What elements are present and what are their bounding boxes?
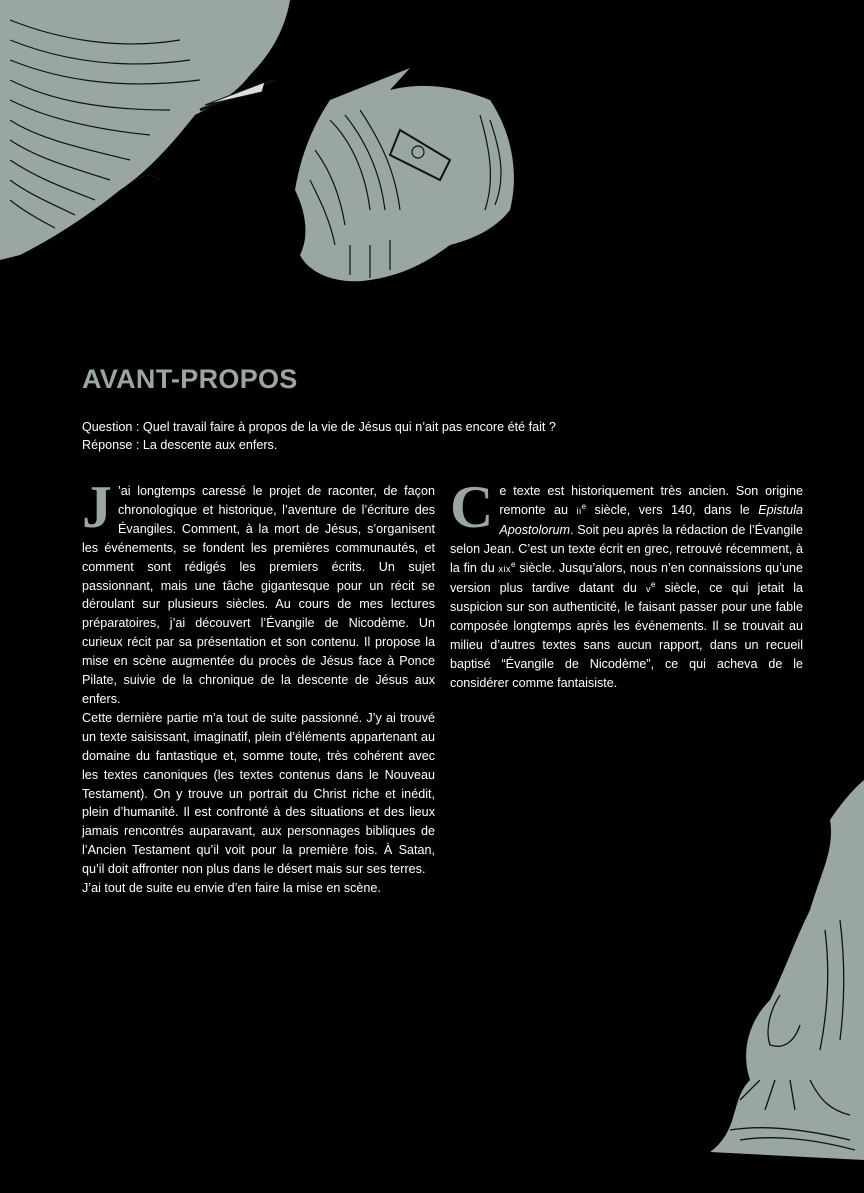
century-sup-19: e bbox=[511, 559, 516, 569]
right-text-e: siècle, ce qui jetait la suspicion sur son authenticité, le faisant passer pour une fable composée longtemps après les événements. Il se trouvait au milieu d’autres textes sans aucun rapport, dans un recueil baptisé “Évangile de Nicodème”, ce qui acheva de le considérer comme fantaisiste. bbox=[450, 580, 803, 691]
right-text-b: siècle, vers 140, dans le bbox=[586, 502, 759, 517]
answer-line: Réponse : La descente aux enfers. bbox=[82, 438, 278, 452]
century-19: xix bbox=[498, 563, 512, 574]
left-paragraph-1-text: ’ai longtemps caressé le projet de raconter, de façon chronologique et historique, l’aventure de l’écriture des Évangiles. Comment, à la mort de Jésus, s’organisent les événements, se fondent les premières communautés, et comment sont rédigés les premiers écrits. Un sujet passionnant, mais une tâche gigantesque pour un récit se déroulant sur plusieurs siècles. Au cours de mes lectures préparatoires, j’ai découvert l’Évangile de Nicodème. Un curieux récit par sa présentation et son contenu. Il propose la mise en scène augmentée du procès de Jésus face à Ponce Pilate, suivie de la chronique de la descente de Jésus aux enfers. bbox=[82, 484, 435, 706]
left-paragraph-2: Cette dernière partie m’a tout de suite passionné. J’y ai trouvé un texte saisissant, imaginatif, plein d’éléments appartenant au domaine du fantastique et, somme toute, très cohérent avec les textes canoniques (les textes contenus dans le Nouveau Testament). On y trouve un portrait du Christ riche et inédit, plein d’humanité. Il est confronté à des situations et des lieux jamais rencontrés auparavant, aux personnages bibliques de l’Ancien Testament qu’il voit pour la première fois. À Satan, qu’il doit affronter non plus dans le désert mais sur ses terres. bbox=[82, 710, 435, 877]
century-2: ii bbox=[576, 505, 582, 516]
right-text-a: e texte est historiquement très ancien. Son origine remonte au bbox=[499, 484, 803, 517]
right-text-c: . Soit peu après la rédaction de l’Évangile selon Jean. C’est un texte écrit en grec, retrouvé récemment, à la fin du bbox=[450, 522, 803, 575]
question-answer-block bbox=[82, 418, 802, 454]
page-title: AVANT-PROPOS bbox=[82, 364, 298, 394]
left-text-column bbox=[82, 474, 435, 898]
beast-illustration-icon bbox=[0, 0, 300, 260]
century-5: v bbox=[645, 583, 651, 594]
demon-claw-illustration-icon bbox=[700, 780, 864, 1160]
dropcap-c: C bbox=[450, 474, 494, 540]
question-line: Question : Quel travail faire à propos de la vie de Jésus qui n’ait pas encore été fait ? bbox=[82, 420, 556, 434]
century-sup-5: e bbox=[650, 579, 656, 589]
winged-demon-illustration-icon bbox=[290, 60, 525, 290]
left-paragraph-3: J’ai tout de suite eu envie d’en faire la mise en scène. bbox=[82, 881, 381, 896]
epistula-title: Epistula Apostolorum bbox=[499, 502, 803, 537]
right-paragraph-1 bbox=[450, 474, 803, 693]
right-text-column bbox=[450, 474, 803, 693]
dropcap-j: J bbox=[82, 474, 112, 540]
right-text-d: siècle. Jusqu’alors, nous n’en connaissions qu’une version plus tardive datant du bbox=[450, 560, 803, 595]
left-paragraph-1 bbox=[82, 474, 435, 709]
century-sup: e bbox=[581, 501, 587, 511]
